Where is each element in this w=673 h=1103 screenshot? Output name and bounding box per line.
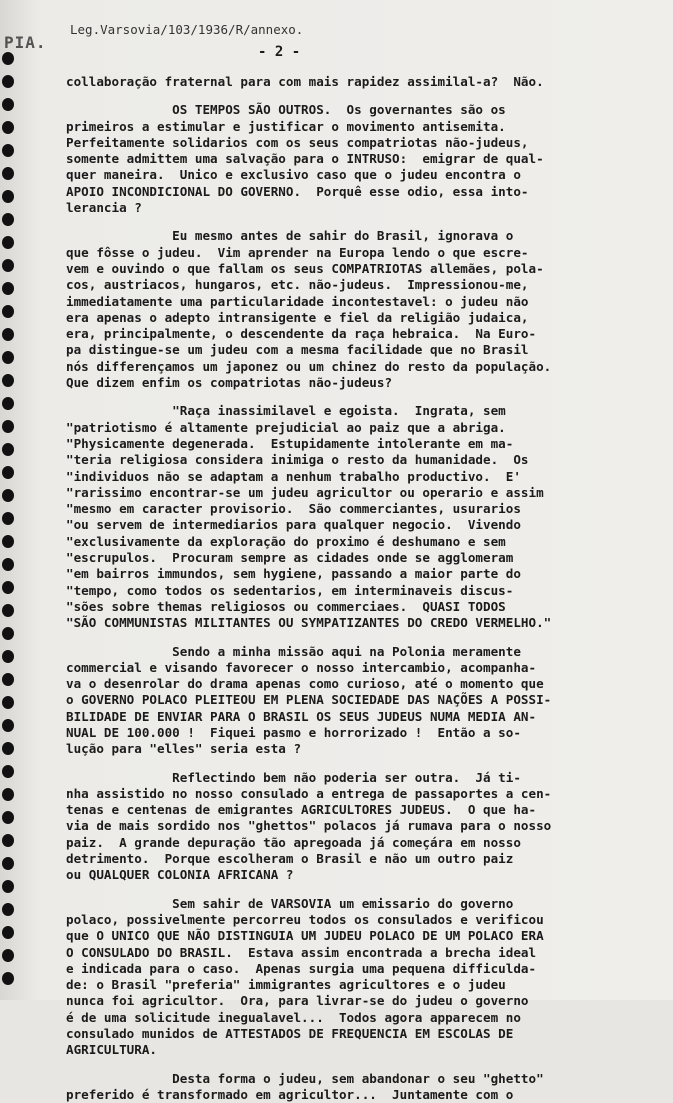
text-line: paiz. A grande depuração tão apregoada já começára em nosso [66, 834, 521, 850]
binder-hole [2, 581, 14, 594]
paragraph-gap [66, 391, 656, 403]
binder-hole [2, 949, 14, 962]
page-number: - 2 - [258, 44, 301, 60]
text-line: quer maneira. Unico e exclusivo caso que o judeu encontra o [66, 167, 521, 183]
binder-hole [2, 397, 14, 410]
text-line: cos, austriacos, hungaros, etc. não-judeus. Impressionou-me, [66, 277, 529, 293]
binder-hole [2, 627, 14, 640]
text-line: "tempo, como todos os sedentarios, em interminaveis discus- [66, 582, 514, 598]
paragraph [66, 1071, 656, 1103]
text-line: ou QUALQUER COLONIA AFRICANA ? [66, 867, 294, 883]
text-line: commercial e visando favorecer o nosso intercambio, acompanha- [66, 659, 537, 675]
text-line: BILIDADE DE ENVIAR PARA O BRASIL OS SEUS JUDEUS NUMA MEDIA AN- [66, 708, 537, 724]
text-line: e indicada para o caso. Apenas surgia uma pequena difficulda- [66, 960, 537, 976]
text-line: nha assistido no nosso consulado a entrega de passaportes a cen- [66, 785, 552, 801]
paragraph [66, 644, 656, 758]
text-line: "ou servem de intermediarios para qualquer negocio. Vivendo [66, 517, 521, 533]
binder-hole [2, 167, 14, 180]
binder-hole [2, 811, 14, 824]
text-line: é de uma solicitude inegualavel... Todos agora apparecem no [66, 1009, 521, 1025]
binder-hole [2, 512, 14, 525]
paragraph-gap [66, 90, 656, 102]
text-line: "Physicamente degenerada. Estupidamente intolerante em ma- [66, 435, 514, 451]
paragraph-gap [66, 632, 656, 644]
text-line: Sendo a minha missão aqui na Polonia meramente [66, 643, 521, 659]
binder-hole [2, 903, 14, 916]
text-line: NUAL DE 100.000 ! Fiquei pasmo e horrorizado ! Então a so- [66, 724, 521, 740]
binder-hole [2, 834, 14, 847]
text-line: "escrupulos. Procuram sempre as cidades onde se agglomeram [66, 550, 514, 566]
binder-hole [2, 282, 14, 295]
text-line: OS TEMPOS SÃO OUTROS. Os governantes são os [66, 102, 506, 118]
binder-hole [2, 765, 14, 778]
binder-hole [2, 420, 14, 433]
text-line: consulado munidos de ATTESTADOS DE FREQUENCIA EM ESCOLAS DE [66, 1026, 514, 1042]
text-line: polaco, possivelmente percorreu todos os consulados e verificou [66, 911, 544, 927]
text-line: tenas e centenas de emigrantes AGRICULTORES JUDEUS. O que ha- [66, 802, 537, 818]
paragraph-gap [66, 1059, 656, 1071]
binder-hole [2, 742, 14, 755]
binder-hole [2, 489, 14, 502]
binder-hole [2, 857, 14, 870]
text-line: detrimento. Porque escolheram o Brasil e não um outro paiz [66, 851, 514, 867]
binder-hole [2, 880, 14, 893]
binder-hole [2, 305, 14, 318]
binder-hole [2, 121, 14, 134]
binder-hole [2, 535, 14, 548]
text-line: "individuos não se adaptam a nenhum trabalho productivo. E' [66, 468, 521, 484]
text-line: somente admittem uma salvação para o INTRUSO: emigrar de qual- [66, 151, 544, 167]
binder-hole [2, 259, 14, 272]
binder-hole [2, 52, 14, 65]
text-line: Eu mesmo antes de sahir do Brasil, ignorava o [66, 228, 514, 244]
text-line: Desta forma o judeu, sem abandonar o seu "ghetto" [66, 1070, 544, 1086]
binder-hole [2, 972, 14, 985]
paragraph [66, 403, 656, 631]
binder-hole [2, 190, 14, 203]
text-line: collaboração fraternal para com mais rapidez assimilal-a? Não. [66, 74, 544, 89]
binder-hole [2, 673, 14, 686]
binder-hole [2, 466, 14, 479]
text-line: "mesmo em caracter provisorio. São commerciantes, usurarios [66, 501, 521, 517]
binder-hole [2, 719, 14, 732]
binder-hole [2, 98, 14, 111]
paragraph [66, 896, 656, 1059]
paragraph-gap [66, 758, 656, 770]
binder-hole [2, 650, 14, 663]
binder-hole [2, 213, 14, 226]
text-line: Perfeitamente solidarios com os seus compatriotas não-judeus, [66, 134, 529, 150]
text-line: APOIO INCONDICIONAL DO GOVERNO. Porquê esse odio, essa into- [66, 183, 529, 199]
text-line: preferido é transformado em agricultor... Juntamente com o [66, 1086, 514, 1102]
text-line: que O UNICO QUE NÃO DISTINGUIA UM JUDEU POLACO DE UM POLACO ERA [66, 928, 544, 944]
text-line: "rarissimo encontrar-se um judeu agricultor ou operario e assim [66, 484, 544, 500]
binder-hole [2, 696, 14, 709]
text-line: via de mais sordido nos "ghettos" polacos já rumava para o nosso [66, 818, 552, 834]
paragraph-gap [66, 884, 656, 896]
text-line: "exclusivamente da exploração do proximo é deshumano e sem [66, 533, 506, 549]
archive-stamp: PIA. [4, 33, 47, 52]
text-line: nós differençamos um japonez ou um chinez do resto da população. [66, 358, 552, 374]
binder-hole [2, 351, 14, 364]
text-line: Reflectindo bem não poderia ser outra. Já ti- [66, 769, 521, 785]
text-line: era, principalmente, o descendente da raça hebraica. Na Euro- [66, 326, 537, 342]
text-line: primeiros a estimular e justificar o movimento antisemita. [66, 118, 506, 134]
document-reference: Leg.Varsovia/103/1936/R/annexo. [70, 22, 304, 37]
text-line: de: o Brasil "preferia" immigrantes agricultores e o judeu [66, 977, 506, 993]
binder-hole [2, 926, 14, 939]
text-line: era apenas o adepto intransigente e fiel da religião judaica, [66, 309, 529, 325]
binder-hole [2, 374, 14, 387]
paragraph [66, 74, 656, 90]
paragraph-gap [66, 216, 656, 228]
text-line: "em bairros immundos, sem hygiene, passando a maior parte do [66, 566, 521, 582]
text-line: o GOVERNO POLACO PLEITEOU EM PLENA SOCIEDADE DAS NAÇÕES A POSSI- [66, 692, 552, 708]
binder-hole [2, 558, 14, 571]
text-line: lerancia ? [66, 200, 142, 216]
binder-holes [2, 52, 16, 992]
paragraph [66, 770, 656, 884]
text-line: "sões sobre themas religiosos ou commerciaes. QUASI TODOS [66, 598, 506, 614]
text-line: vem e ouvindo o que fallam os seus COMPATRIOTAS allemães, pola- [66, 260, 544, 276]
text-line: "SÃO COMMUNISTAS MILITANTES OU SYMPATIZANTES DO CREDO VERMELHO." [66, 615, 552, 631]
text-line: va o desenrolar do drama apenas como curioso, até o momento que [66, 676, 544, 692]
binder-hole [2, 443, 14, 456]
binder-hole [2, 328, 14, 341]
binder-hole [2, 236, 14, 249]
paragraph [66, 228, 656, 391]
binder-hole [2, 75, 14, 88]
text-line: pa distingue-se um judeu com a mesma facilidade que no Brasil [66, 342, 529, 358]
text-line: Que dizem enfim os compatriotas não-judeus? [66, 375, 393, 391]
text-line: AGRICULTURA. [66, 1042, 157, 1058]
paragraph [66, 102, 656, 216]
text-line: "teria religiosa considera inimiga o resto da humanidade. Os [66, 452, 529, 468]
binder-hole [2, 604, 14, 617]
text-line: "Raça inassimilavel e egoista. Ingrata, sem [66, 403, 506, 419]
text-line: que fôsse o judeu. Vim aprender na Europa lendo o que escre- [66, 244, 529, 260]
text-line: O CONSULADO DO BRASIL. Estava assim encontrada a brecha ideal [66, 944, 537, 960]
binder-hole [2, 788, 14, 801]
text-line: lução para "elles" seria esta ? [66, 741, 302, 757]
text-line: immediatamente uma particularidade incontestavel: o judeu não [66, 293, 529, 309]
document-body [66, 74, 656, 1103]
text-line: "patriotismo é altamente prejudicial ao paiz que a abriga. [66, 419, 506, 435]
text-line: nunca foi agricultor. Ora, para livrar-se do judeu o governo [66, 993, 529, 1009]
binder-hole [2, 144, 14, 157]
text-line: Sem sahir de VARSOVIA um emissario do governo [66, 895, 514, 911]
